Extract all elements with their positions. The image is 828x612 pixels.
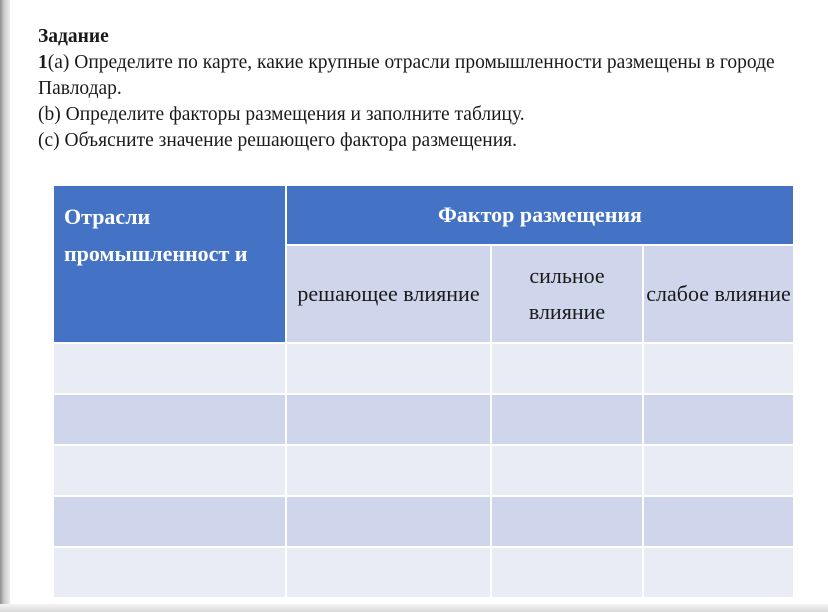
task-part-a: [38, 50, 818, 102]
table-cell[interactable]: [53, 547, 286, 598]
table-cell[interactable]: [643, 343, 794, 394]
subheader-decisive: решающее влияние: [286, 245, 491, 343]
table-cell[interactable]: [643, 445, 794, 496]
table-cell[interactable]: [286, 343, 491, 394]
table-cell[interactable]: [491, 343, 643, 394]
factors-table: [52, 184, 795, 599]
table-cell[interactable]: [491, 547, 643, 598]
header-branch: Отрасли промышленност и: [53, 185, 286, 343]
header-factor: Фактор размещения: [286, 185, 794, 245]
table-row: [53, 547, 794, 598]
page-bottom-edge: [0, 604, 828, 612]
task-part-b: (b) Определите факторы размещения и заполните таблицу.: [38, 104, 525, 125]
task-text-block: [38, 24, 818, 154]
table-cell[interactable]: [286, 445, 491, 496]
table-cell[interactable]: [643, 394, 794, 445]
table-row: [53, 394, 794, 445]
table-row: [53, 496, 794, 547]
table-cell[interactable]: [491, 394, 643, 445]
table-cell[interactable]: [643, 496, 794, 547]
subheader-weak: слабое влияние: [643, 245, 794, 343]
table-cell[interactable]: [53, 496, 286, 547]
table-cell[interactable]: [286, 394, 491, 445]
table-cell[interactable]: [53, 343, 286, 394]
table-row: [53, 343, 794, 394]
table-cell[interactable]: [286, 496, 491, 547]
table-cell[interactable]: [491, 496, 643, 547]
task-number: 1: [38, 52, 48, 73]
table-cell[interactable]: [53, 394, 286, 445]
table-row: [53, 445, 794, 496]
task-title: Задание: [38, 26, 109, 47]
page-left-edge-shadow: [0, 0, 10, 612]
table-cell[interactable]: [53, 445, 286, 496]
task-part-c: (c) Объясните значение решающего фактора размещения.: [38, 130, 518, 151]
subheader-strong: сильное влияние: [491, 245, 643, 343]
table-cell[interactable]: [491, 445, 643, 496]
task-part-a-text: (a) Определите по карте, какие крупные отрасли промышленности размещены в городе Павлодар.: [38, 52, 775, 99]
table-cell[interactable]: [286, 547, 491, 598]
table-cell[interactable]: [643, 547, 794, 598]
